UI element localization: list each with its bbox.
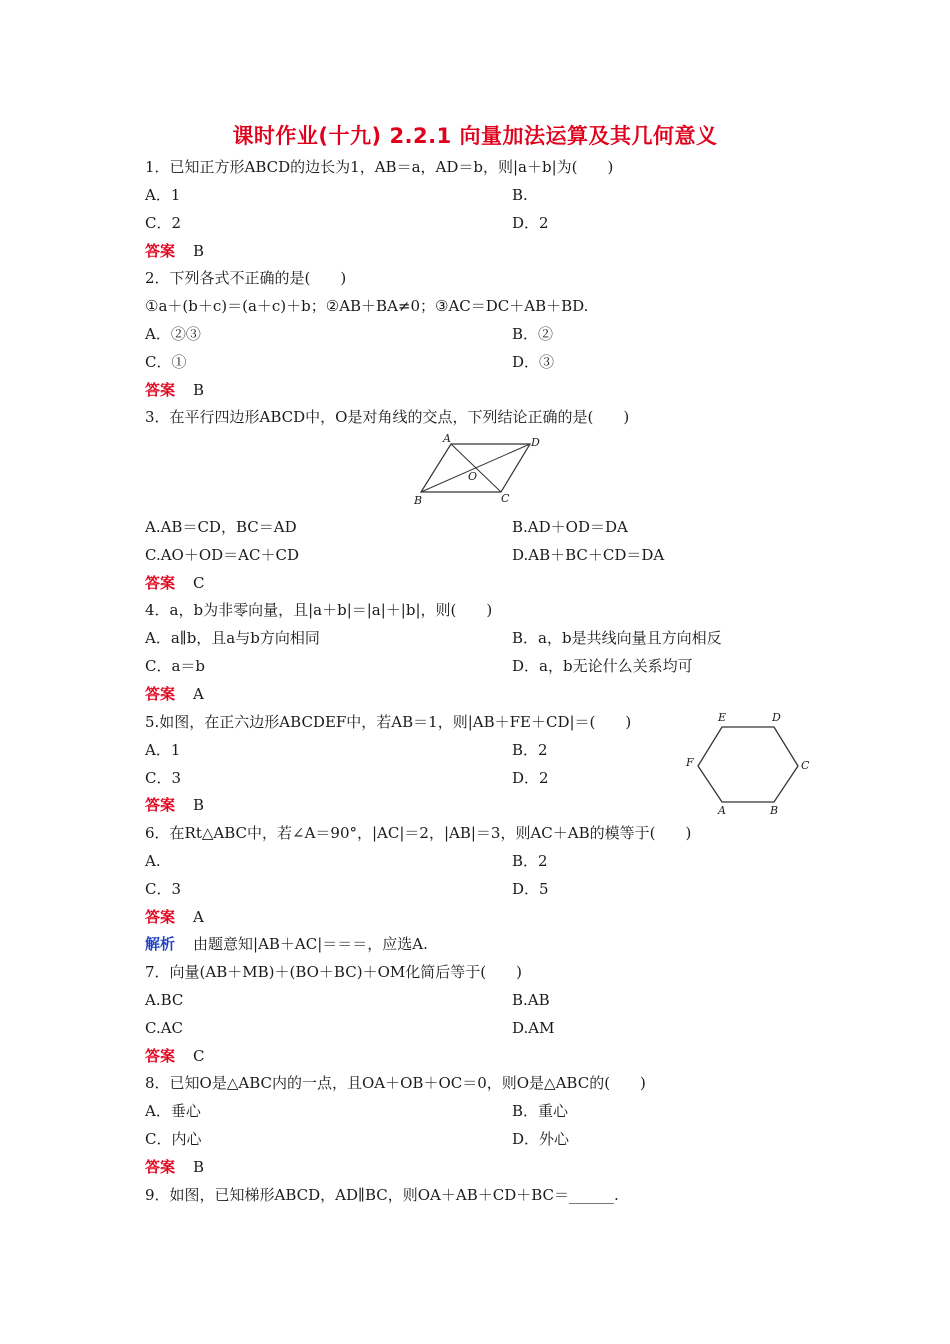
answer-label: 答案 bbox=[145, 908, 176, 926]
question-1-option-d: D．2 bbox=[512, 214, 549, 232]
question-2-option-b: B．② bbox=[512, 325, 554, 343]
question-1-option-b: B. bbox=[512, 186, 528, 204]
answer-label: 答案 bbox=[145, 685, 176, 703]
answer-value: A bbox=[193, 685, 204, 703]
hexagon-figure bbox=[680, 708, 815, 820]
page-title: 课时作业(十九) 2.2.1 向量加法运算及其几何意义 bbox=[232, 124, 718, 148]
question-8-option-b: B．重心 bbox=[512, 1102, 569, 1120]
question-8-option-c: C．内心 bbox=[145, 1130, 202, 1148]
question-7-option-a: A.BC bbox=[145, 991, 184, 1009]
question-8-stem: 8．已知O是△ABC内的一点，且OA＋OB＋OC＝0，则O是△ABC的( ) bbox=[145, 1074, 646, 1092]
question-6-option-c: C．3 bbox=[145, 880, 182, 898]
answer-label: 答案 bbox=[145, 381, 176, 399]
answer-value: B bbox=[193, 242, 205, 260]
question-1-answer bbox=[145, 241, 204, 261]
question-8-option-a: A．垂心 bbox=[145, 1102, 201, 1120]
question-4-option-d: D．a，b无论什么关系均可 bbox=[512, 657, 693, 675]
question-4-stem: 4．a，b为非零向量，且|a＋b|＝|a|＋|b|，则( ) bbox=[145, 601, 493, 619]
vertex-label-e: E bbox=[718, 711, 727, 724]
vertex-label-a: A bbox=[718, 804, 726, 817]
question-4-answer bbox=[145, 684, 204, 704]
answer-label: 答案 bbox=[145, 242, 176, 260]
question-3-option-c: C.AO＋OD＝AC＋CD bbox=[145, 546, 299, 564]
answer-label: 答案 bbox=[145, 796, 176, 814]
question-2-option-d: D．③ bbox=[512, 353, 555, 371]
question-1-option-a: A．1 bbox=[145, 186, 181, 204]
question-2-option-a: A．②③ bbox=[145, 325, 201, 343]
question-6-option-b: B．2 bbox=[512, 852, 548, 870]
question-7-option-b: B.AB bbox=[512, 991, 550, 1009]
analysis-text: 由题意知|AB＋AC|＝＝＝，应选A. bbox=[193, 935, 428, 953]
vertex-label-b: B bbox=[414, 494, 423, 507]
question-5-option-d: D．2 bbox=[512, 769, 549, 787]
question-2-option-c: C．① bbox=[145, 353, 187, 371]
vertex-label-d: D bbox=[772, 711, 781, 724]
vertex-label-b: B bbox=[770, 804, 779, 817]
analysis-label: 解析 bbox=[145, 935, 176, 953]
answer-label: 答案 bbox=[145, 1158, 176, 1176]
answer-label: 答案 bbox=[145, 574, 176, 592]
vertex-label-c: C bbox=[801, 759, 810, 772]
vertex-label-f: F bbox=[686, 756, 694, 769]
question-9-stem: 9．如图，已知梯形ABCD，AD∥BC，则OA＋AB＋CD＋BC＝______. bbox=[145, 1186, 619, 1204]
question-2-statements: ①a＋(b＋c)＝(a＋c)＋b；②AB＋BA≠0；③AC＝DC＋AB＋BD. bbox=[145, 297, 589, 315]
answer-value: B bbox=[193, 1158, 205, 1176]
question-6-stem: 6．在Rt△ABC中，若∠A＝90°，|AC|＝2，|AB|＝3，则AC＋AB的模等于( ) bbox=[145, 824, 692, 842]
question-5-option-b: B．2 bbox=[512, 741, 548, 759]
question-4-option-c: C．a＝b bbox=[145, 657, 206, 675]
answer-value: B bbox=[193, 796, 205, 814]
question-6-option-a: A. bbox=[145, 852, 161, 870]
answer-value: C bbox=[193, 574, 205, 592]
question-7-option-c: C.AC bbox=[145, 1019, 184, 1037]
question-5-option-a: A．1 bbox=[145, 741, 181, 759]
question-3-stem: 3．在平行四边形ABCD中，O是对角线的交点，下列结论正确的是( ) bbox=[145, 408, 630, 426]
answer-label: 答案 bbox=[145, 1047, 176, 1065]
question-6-answer bbox=[145, 907, 204, 927]
question-3-option-b: B.AD＋OD＝DA bbox=[512, 518, 628, 536]
question-1-option-c: C．2 bbox=[145, 214, 182, 232]
question-6-analysis bbox=[145, 934, 428, 954]
parallelogram-figure bbox=[405, 432, 545, 510]
question-2-stem: 2．下列各式不正确的是( ) bbox=[145, 269, 347, 287]
question-5-option-c: C．3 bbox=[145, 769, 182, 787]
question-4-option-a: A．a∥b，且a与b方向相同 bbox=[145, 629, 320, 647]
question-7-answer bbox=[145, 1046, 205, 1066]
question-4-option-b: B．a，b是共线向量且方向相反 bbox=[512, 629, 722, 647]
question-6-option-d: D．5 bbox=[512, 880, 549, 898]
question-2-answer bbox=[145, 380, 204, 400]
question-3-option-a: A.AB＝CD，BC＝AD bbox=[145, 518, 297, 536]
question-8-option-d: D．外心 bbox=[512, 1130, 570, 1148]
question-7-option-d: D.AM bbox=[512, 1019, 555, 1037]
answer-value: B bbox=[193, 381, 205, 399]
question-3-answer bbox=[145, 573, 205, 593]
question-1-stem: 1．已知正方形ABCD的边长为1，AB＝a，AD＝b，则|a＋b|为( ) bbox=[145, 158, 614, 176]
hexagon-outline bbox=[698, 727, 798, 802]
vertex-label-c: C bbox=[501, 492, 510, 505]
diagonal-bd bbox=[421, 444, 530, 492]
question-3-option-d: D.AB＋BC＋CD＝DA bbox=[512, 546, 665, 564]
vertex-label-d: D bbox=[531, 436, 540, 449]
question-5-answer bbox=[145, 795, 204, 815]
center-label-o: O bbox=[468, 470, 478, 483]
answer-value: C bbox=[193, 1047, 205, 1065]
question-5-stem: 5.如图，在正六边形ABCDEF中，若AB＝1，则|AB＋FE＋CD|＝( ) bbox=[145, 713, 632, 731]
question-8-answer bbox=[145, 1157, 204, 1177]
answer-value: A bbox=[193, 908, 204, 926]
vertex-label-a: A bbox=[443, 432, 451, 445]
question-7-stem: 7．向量(AB＋MB)＋(BO＋BC)＋OM化简后等于( ) bbox=[145, 963, 522, 981]
